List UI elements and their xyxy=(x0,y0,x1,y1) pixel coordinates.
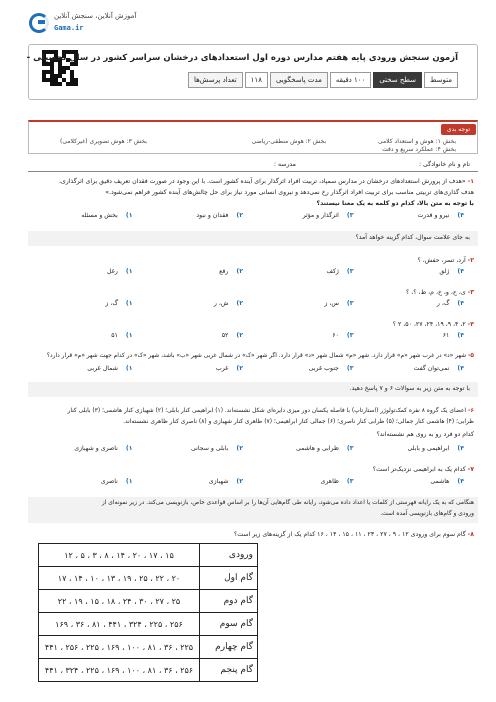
q6-option-4[interactable]: ۴)ابراهیمی و بابلی xyxy=(407,445,464,452)
q8-text: گام سوم برای ورودی ۱۲ ، ۹ ، ۲۷ ، ۲۳ ، ۱۱ ، ۱۵ ، ۱۴ ، ۱۶ کدام یک از گزینه‌های زیر است؟ xyxy=(234,531,466,538)
q4-line xyxy=(29,320,474,330)
instruction-2: با توجه به متن زیر به سوالات ۶ و ۷ پاسخ دهید. xyxy=(349,385,470,392)
q5-number: ۵- xyxy=(467,353,474,359)
q1-line2: هدف گذاری‌های تربیتی مناسب برای تربیت افراد اثرگذار رخ نمی‌دهد و نیروی انسانی مورد نیاز برای حل چالش‌های آینده کشور فراهم نمی‌شود.» xyxy=(105,189,474,196)
chip-difficulty-label: سطح سختی xyxy=(373,72,422,88)
q3-option-4[interactable]: ۴)گ، ر xyxy=(436,300,464,307)
chip-questions-label: تعداد پرسش‌ها xyxy=(188,72,243,88)
q2-number: ۲- xyxy=(467,257,474,264)
rewrite-steps-table xyxy=(38,543,258,682)
instruction-3-line2: ورودی و گام‌های بازنویسی آمده است. xyxy=(380,511,474,517)
row-header-input: ورودی xyxy=(200,544,258,567)
row-header-step1: گام اول xyxy=(200,567,258,590)
sections-badge: توجه بدی xyxy=(441,124,476,135)
row-values-step4: ۴۴۱ ، ۲۵۶ ، ۲۲۵ ، ۱۶۹ ، ۱۰۰ ، ۸۱ ، ۳۶ ، ۲۲۵ xyxy=(39,636,200,659)
q2-text: آرد، تسر، حفش، ؟ xyxy=(417,257,466,264)
row-values-step5: ۴۴۱ ، ۳۲۴ ، ۲۲۵ ، ۱۶۹ ، ۱۰۰ ، ۸۱ ، ۳۶ ، ۲۵۶ xyxy=(39,659,200,682)
chip-duration-label: مدت پاسخگویی xyxy=(270,72,328,88)
q2-line xyxy=(29,256,474,266)
q5-options xyxy=(28,365,470,372)
row-values-step1: ۱۷ ، ۱۴ ، ۱۰ ، ۱۳ ، ۱۹ ، ۲۵ ، ۲۲ ، ۲۰ xyxy=(39,567,200,590)
q1-option-3[interactable]: ۳)اثرگذار و مؤثر xyxy=(302,212,354,219)
q2-options xyxy=(28,268,470,275)
q8-line xyxy=(29,530,474,540)
q3-number: ۳- xyxy=(467,289,474,296)
q4-option-3[interactable]: ۳)۶۰ xyxy=(332,332,354,339)
section-part3: بخش ۳: هوش تصویری (غیرکلامی) xyxy=(60,138,147,145)
instruction-1: به جای علامت سوال، کدام گزینه خواهد آمد؟ xyxy=(355,234,470,241)
table-row xyxy=(39,544,258,567)
table-row xyxy=(39,567,258,590)
q4-options xyxy=(28,332,470,339)
section-part2: بخش ۲: هوش منطقی-ریاضی xyxy=(251,138,326,145)
q5-option-1[interactable]: ۱)شمال غربی xyxy=(87,365,133,372)
q6-text1: اعضای یک گروه ۸ نفره کمک‌تولوژر (استارتاپ) با فاصله یکسان دور میزی دایره‌ای شکل نشسته‌اند. (۱) ابراهیمی کنار بابلی؛ (۲) شهبازی کنار هاشمی؛ (۳) بابلی کنار xyxy=(67,408,467,414)
q5-line xyxy=(29,352,474,361)
q1-text1: «هدف از پرورش استعدادهای درخشان در مدارس سمپاد، تربیت افراد اثرگذار برای آینده کشور است. با این وجود در صورت فقدان تعریف دقیق برای اثرگذاری، xyxy=(58,178,466,185)
q3-option-2[interactable]: ۲)ش، ر xyxy=(213,300,243,307)
table-row xyxy=(39,613,258,636)
q2-option-1[interactable]: ۱)رغل xyxy=(106,268,133,275)
row-header-step5: گام پنجم xyxy=(200,659,258,682)
row-header-step2: گام دوم xyxy=(200,590,258,613)
q6-question: کدام دو فرد رو به روی هم نشسته‌اند؟ xyxy=(376,431,474,438)
q5-option-3[interactable]: ۳)جنوب غربی xyxy=(308,365,354,372)
q3-option-3[interactable]: ۳)س، ز xyxy=(324,300,354,307)
brand-tagline: آموزش آنلاین، سنجش آنلاین xyxy=(54,12,137,20)
q4-text: ۲، ۴، ۹، ۱۹، ۲۴، ۲۷، ۵۰، ۲ ؟ xyxy=(392,321,466,328)
q7-option-3[interactable]: ۳)ظاهری xyxy=(320,478,354,485)
q1-option-2[interactable]: ۲)فقدان و نبود xyxy=(196,212,243,219)
table-row xyxy=(39,636,258,659)
q7-option-1[interactable]: ۱)ناصری xyxy=(100,478,133,485)
table-row xyxy=(39,590,258,613)
q2-option-3[interactable]: ۳)ژکف xyxy=(326,268,354,275)
q5-text: شهر «د» در غرب شهر «م» قرار دارد. شهر «م» شمال شهر «د» قرار دارد. اگر شهر «ک» در شمال غربی شهر «ب» باشد، شهر «ک» در کدام جهت شهر «م» قرار دارد؟ xyxy=(46,353,467,359)
q6-option-3[interactable]: ۳)ظرابی و هاشمی xyxy=(295,445,354,452)
q6-options xyxy=(28,445,470,452)
q1-options xyxy=(28,212,470,219)
row-header-step3: گام سوم xyxy=(200,613,258,636)
q1-number: ۱- xyxy=(467,178,474,185)
q4-number: ۴- xyxy=(467,321,474,328)
row-values-step2: ۲۲ ، ۱۹ ، ۱۵ ، ۱۸ ، ۲۴ ، ۳۰ ، ۲۷ ، ۲۵ xyxy=(39,590,200,613)
gama-logo-icon xyxy=(29,13,49,33)
q7-option-4[interactable]: ۴)هاشمی xyxy=(430,478,464,485)
q7-text: کدام یک به ابراهیمی نزدیک‌تر است؟ xyxy=(372,466,466,473)
q1-option-4[interactable]: ۴)نیرو و قدرت xyxy=(417,212,464,219)
student-name-field: نام و نام خانوادگی : xyxy=(418,161,470,168)
q6-option-1[interactable]: ۱)ناصری و شهبازی xyxy=(74,445,133,452)
exam-title: آزمون سنجش ورودی پایه هفتم مدارس دوره اول استعدادهای درخشان سراسر کشور در سال تحصیلی - xyxy=(26,53,458,63)
section-part4: بخش ۴: عملکرد سریع و دقت xyxy=(382,146,456,153)
q1-line1 xyxy=(29,177,474,187)
q7-number: ۷- xyxy=(467,466,474,473)
row-values-step3: ۱۶۹ ، ۳۶ ، ۸۱ ، ۴۴۱ ، ۳۲۴ ، ۲۲۵ ، ۲۵۶ xyxy=(39,613,200,636)
q5-option-4[interactable]: ۴)نمی‌توان گفت xyxy=(413,365,464,372)
q4-option-4[interactable]: ۴)۶۱ xyxy=(442,332,464,339)
student-info-bar xyxy=(28,158,478,172)
q8-number: ۸- xyxy=(467,531,474,538)
chip-questions-value: ۱۱۸ xyxy=(245,72,268,88)
q4-option-1[interactable]: ۱)۵۱ xyxy=(111,332,133,339)
table-row xyxy=(39,659,258,682)
q1-question: با توجه به متن بالا، کدام دو کلمه به یک معنا نیستند؟ xyxy=(316,200,474,207)
row-values-input: ۱۲ ، ۵ ، ۳ ، ۸ ، ۱۴ ، ۲۰ ، ۱۷ ، ۱۵ xyxy=(39,544,200,567)
chip-duration-value: ۱۰۰ دقیقه xyxy=(330,72,371,88)
chip-difficulty-value: متوسط xyxy=(424,72,458,88)
q7-line xyxy=(29,465,474,475)
q5-option-2[interactable]: ۲)غرب xyxy=(215,365,243,372)
q2-option-4[interactable]: ۴)ژلق xyxy=(439,268,464,275)
exam-meta-chips xyxy=(188,72,458,88)
q6-line1 xyxy=(29,407,474,416)
q6-option-2[interactable]: ۲)بابلی و سجانی xyxy=(190,445,243,452)
q4-option-2[interactable]: ۲)۵۲ xyxy=(221,332,243,339)
instruction-3-line1: هنگامی که به یک رایانه فهرستی از کلمات یا اعداد داده می‌شود، رایانه طی گام‌هایی آن‌ها را بر اساس قواعدی خاص، بازنویسی می‌کند. در زیر نمونه‌ای از xyxy=(101,500,474,506)
q3-options xyxy=(28,300,470,307)
q1-option-1[interactable]: ۱)بخش و مسئله xyxy=(81,212,133,219)
section-part1: بخش ۱: هوش و استعداد کلامی xyxy=(377,138,456,145)
brand-domain: Gama.ir xyxy=(54,24,84,32)
q6-number: ۶- xyxy=(467,408,474,414)
q3-line xyxy=(29,288,474,298)
q3-text: ی، ح، و، خ، م، ط، ؟، ؟ xyxy=(405,289,466,296)
q6-line2: ظرابی؛ (۴) هاشمی کنار جمالی؛ (۵) ظرابی کنار ناصری؛ (۶) جمالی کنار ابراهیمی؛ (۷) ظاهری کنار شهبازی و (۸) ناصری کنار ظاهری نشسته‌اند. xyxy=(123,419,474,425)
q7-options xyxy=(28,478,470,485)
school-field: مدرسه : xyxy=(273,161,296,168)
q2-option-2[interactable]: ۲)رقع xyxy=(219,268,243,275)
row-header-step4: گام چهارم xyxy=(200,636,258,659)
q7-option-2[interactable]: ۲)شهبازی xyxy=(208,478,243,485)
q3-option-1[interactable]: ۱)گ، ز xyxy=(105,300,133,307)
